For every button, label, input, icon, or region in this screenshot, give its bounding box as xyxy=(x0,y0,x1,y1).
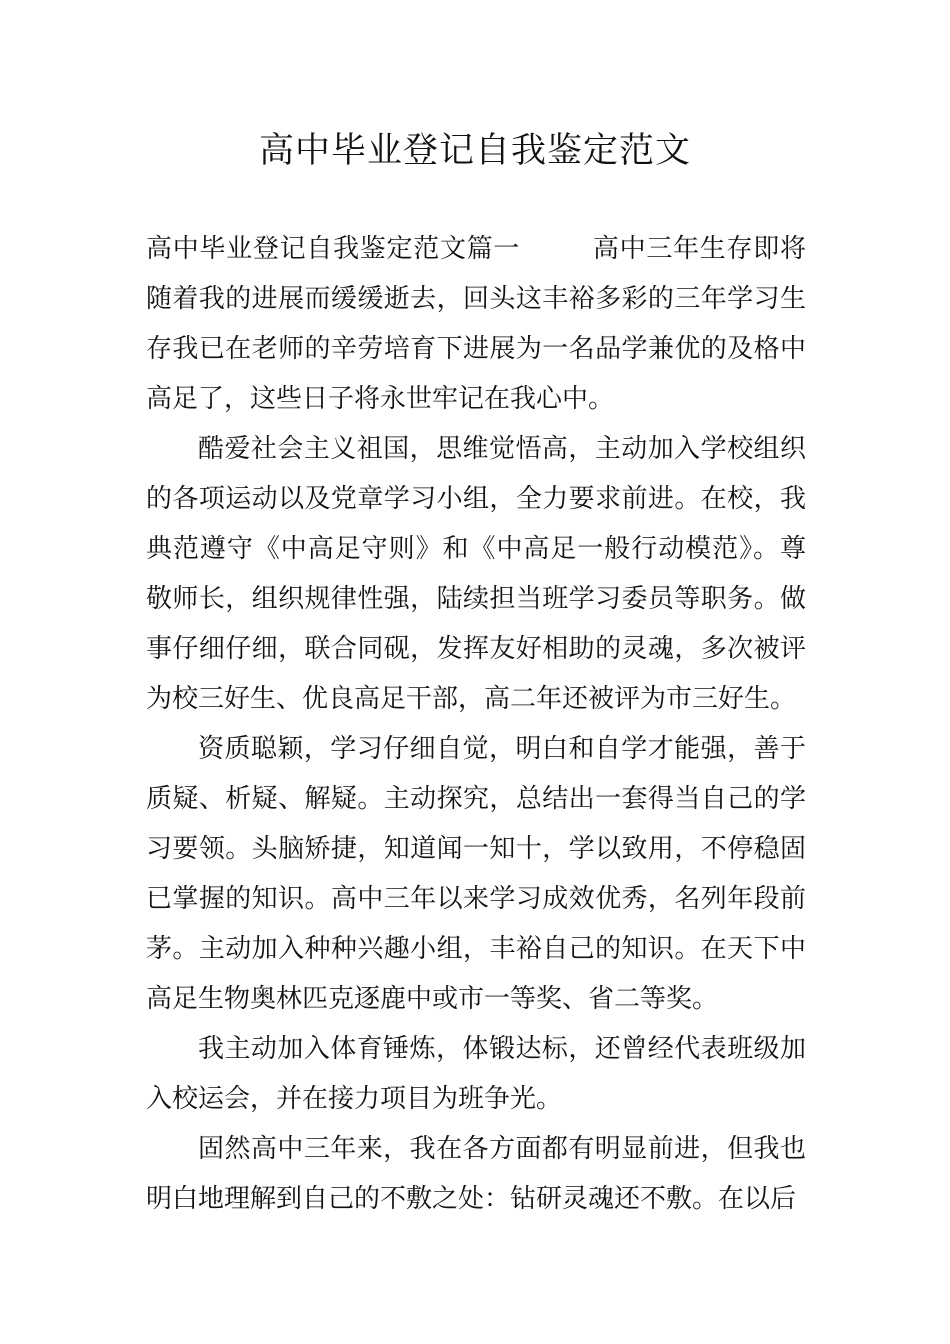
paragraph-5: 固然高中三年来，我在各方面都有明显前进，但我也明白地理解到自己的不敷之处：钻研灵魂还不敷。在以后 xyxy=(146,1134,806,1214)
document-body xyxy=(146,224,806,1224)
paragraph-text: 高中三年生存即将随着我的进展而缓缓逝去，回头这丰裕多彩的三年学习生存我已在老师的辛劳培育下进展为一名品学兼优的及格中高足了，这些日子将永世牢记在我心中。 xyxy=(146,234,806,414)
document-title: 高中毕业登记自我鉴定范文 xyxy=(258,131,691,171)
paragraph-1 xyxy=(146,224,806,424)
paragraph-2: 酷爱社会主义祖国，思维觉悟高，主动加入学校组织的各项运动以及党章学习小组，全力要求前进。在校，我典范遵守《中高足守则》和《中高足一般行动模范》。尊敬师长，组织规律性强，陆续担当班学习委员等职务。做事仔细仔细，联合同砚，发挥友好相助的灵魂，多次被评为校三好生、优良高足干部，高二年还被评为市三好生。 xyxy=(146,434,806,714)
section-heading: 高中毕业登记自我鉴定范文篇一 xyxy=(146,234,521,264)
paragraph-3: 资质聪颖，学习仔细自觉，明白和自学才能强，善于质疑、析疑、解疑。主动探究，总结出一套得当自己的学习要领。头脑矫捷，知道闻一知十，学以致用，不停稳固已掌握的知识。高中三年以来学习成效优秀，名列年段前茅。主动加入种种兴趣小组，丰裕自己的知识。在天下中高足生物奥林匹克逐鹿中或市一等奖、省二等奖。 xyxy=(146,734,806,1014)
paragraph-4: 我主动加入体育锤炼，体锻达标，还曾经代表班级加入校运会，并在接力项目为班争光。 xyxy=(146,1034,806,1114)
